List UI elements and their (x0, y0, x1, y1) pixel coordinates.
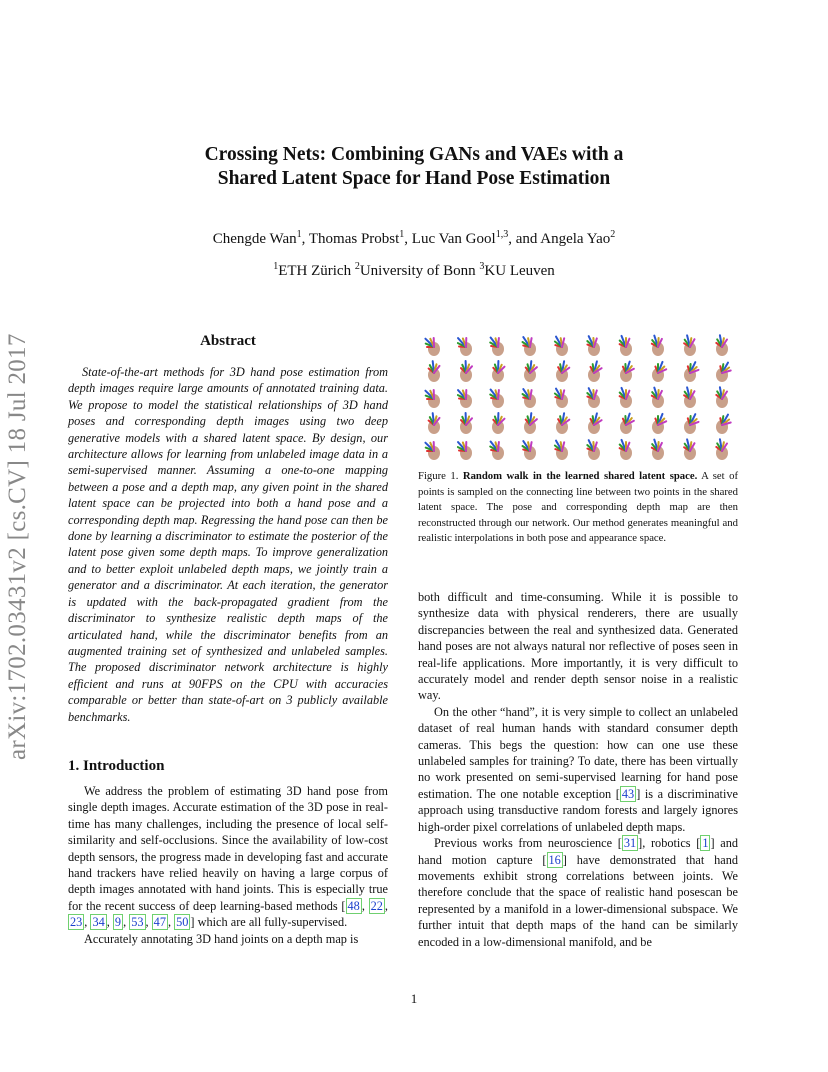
citation-link[interactable]: 9 (114, 915, 122, 930)
affil-3: KU Leuven (484, 263, 555, 279)
hand-pose-sample (492, 361, 505, 382)
citation-link[interactable]: 16 (548, 852, 561, 867)
title-line-2: Shared Latent Space for Hand Pose Estimation (217, 168, 611, 189)
hand-pose-sample (716, 387, 728, 408)
citation-link[interactable]: 50 (176, 915, 189, 930)
right-paragraph-3: Previous works from neuroscience [ 31 ], robotics [ 1 ] and hand motion capture [ 16 ] have demonstrated that hand movements exhibit strong correlations between joints. We therefore conclude that the space of realistic hand posescan be represented by a manifold in a lower-dimensional subspace. We further intuit that depth maps of the hand can be similarly encoded in a low-dimensional manifold, and be (418, 836, 738, 949)
intro-p1-text: We address the problem of estimating 3D hand pose from single depth images. Accurate estimation of the 3D pose in real-time has many challenges, including the presence of local self-similarity and self-occlusions. Since the availability of low-cost depth sensors, the progress made in developing fast and accurate hand trackers have relied heavily on having a large corpus of depth images annotated with hand joints. This is especially true for the recent success of deep learning-based methods (68, 784, 388, 913)
hand-pose-sample (523, 337, 537, 356)
hand-pose-sample (716, 335, 728, 356)
hand-pose-sample (458, 338, 472, 356)
hand-pose-sample (620, 440, 632, 460)
right-paragraph-2: On the other “hand”, it is very simple to collect an unlabeled dataset of real human hands with standard consumer depth cameras. This begs the question: how can one use these unlabeled samples for training? To date, there has been virtually no work presented on semi-supervised learning for hand pose estimation. The one notable exception [ 43 ] is a discriminative approach using transductive random forests and largely ignores high-order pixel correlations of unlabeled depth maps. (418, 704, 738, 834)
hand-pose-sample (620, 414, 634, 434)
hand-pose-sample (652, 336, 664, 356)
intro-paragraph-2: Accurately annotating 3D hand joints on a depth map is (84, 931, 359, 946)
hand-pose-sample (652, 362, 666, 382)
caption-label: Figure 1. (418, 470, 463, 482)
hand-pose-sample (425, 390, 440, 408)
author-1: Chengde Wan (212, 231, 297, 247)
hand-pose-sample (684, 414, 699, 434)
hand-pose-sample (428, 413, 440, 434)
hand-pose-sample (716, 439, 728, 460)
affil-1: ETH Zürich (278, 263, 355, 279)
hand-pose-sample (620, 336, 632, 356)
figure-caption (418, 469, 738, 547)
right-paragraph-1: both difficult and time-consuming. While it is possible to synthesize data with physical renderers, there are usually discrepancies between the real and synthesized data. Generated hand poses are not always natural nor reflective of poses seen in real-life applications. More importantly, it is very difficult to accurately model and render depth sensor noise in a realistic way. (418, 590, 738, 703)
citation-link[interactable]: 31 (623, 836, 637, 851)
citation-link[interactable]: 23 (70, 915, 83, 930)
hand-pose-sample (684, 439, 696, 460)
title-line-1: Crossing Nets: Combining GANs and VAEs with a (204, 144, 624, 165)
hand-pose-sample (492, 413, 505, 434)
affil-2-mark: 2 (354, 261, 360, 272)
hand-pose-sample (523, 389, 537, 408)
paper-title (0, 143, 828, 191)
hand-pose-sample (425, 442, 440, 460)
hand-pose-sample (587, 336, 600, 356)
affil-3-mark: 3 (479, 261, 485, 272)
author-4-affil: 2 (610, 229, 616, 240)
hand-pose-sample (556, 361, 569, 382)
author-2: , Thomas Probst (301, 231, 400, 247)
affil-2: University of Bonn (359, 263, 480, 279)
hand-pose-sample (555, 389, 568, 408)
citation-link[interactable]: 47 (153, 915, 166, 930)
hand-pose-sample (524, 361, 537, 382)
hand-pose-sample (684, 362, 699, 382)
hand-pose-sample (652, 414, 666, 434)
hand-pose-sample (490, 442, 504, 461)
abstract-heading: Abstract (200, 333, 256, 349)
hand-pose-sample (490, 338, 504, 357)
hand-pose-sample (716, 363, 731, 382)
figure-random-walk (418, 330, 738, 460)
hand-pose-sample (587, 440, 600, 460)
affil-1-mark: 1 (273, 261, 279, 272)
hand-pose-sample (652, 388, 664, 408)
hand-pose-sample (684, 387, 696, 408)
citation-link[interactable]: 34 (92, 915, 105, 930)
right-p3-text-d: have demonstrated that hand movements exhibit strong correlations between joints. We therefore conclude that the space of realistic hand posescan be represented by a manifold in a lower-dimensional subspace. We further intuit that depth maps of the hand can be similarly encoded in a low-dimensional manifold, and be (418, 852, 738, 949)
hand-pose-sample (556, 413, 569, 434)
citation-link[interactable]: 22 (370, 898, 383, 913)
caption-bold: Random walk in the learned shared latent space. (462, 470, 698, 482)
hand-pose-sample (587, 388, 600, 408)
hand-pose-sample (555, 441, 568, 460)
author-4: , and Angela Yao (508, 231, 611, 247)
hand-pose-sample (458, 442, 472, 460)
right-column-text (418, 589, 738, 950)
author-3-affil: 1,3 (495, 229, 509, 240)
page-number: 1 (410, 991, 418, 1006)
hand-pose-sample (460, 413, 472, 434)
hand-pose-sample (428, 361, 440, 382)
hand-pose-sample (555, 337, 568, 356)
author-2-affil: 1 (399, 229, 405, 240)
hand-pose-sample (684, 335, 696, 356)
right-p3-text-c: and hand motion capture (418, 836, 738, 867)
section-heading-introduction: 1. Introduction (68, 758, 165, 774)
hand-pose-sample (425, 338, 440, 356)
arxiv-stamp: arXiv:1702.03431v2 [cs.CV] 18 Jul 2017 (4, 333, 31, 760)
hand-pose-sample (523, 441, 537, 460)
citation-link[interactable]: 53 (131, 915, 144, 930)
right-p2-end: is a discriminative approach using transductive random forests and largely ignores high-order pixel correlations of unlabeled depth maps. (418, 786, 738, 834)
citation-group: [ 48 , 22 , 23 , 34 , 9 , 53 , 47 , 50 ] (70, 898, 388, 930)
hand-pose-sample (490, 390, 504, 409)
right-p2-text: On the other “hand”, it is very simple to collect an unlabeled dataset of real human hands with standard consumer depth cameras. This begs the question: how can one use these unlabeled samples for training? To date, there has been virtually no work presented on semi-supervised learning for hand pose estimation. The one notable exception (418, 704, 738, 801)
caption-text: A set of points is sampled on the connecting line between two points in the shared latent space. The pose and corresponding depth map are then reconstructed through our network. Our method generates meaningful and realistic interpolations in both pose and appearance space. (418, 470, 739, 545)
citation-link[interactable]: 43 (621, 786, 635, 801)
right-p3-text-b: , robotics (642, 836, 697, 851)
affiliations (0, 263, 828, 280)
citation-link[interactable]: 48 (347, 898, 360, 913)
author-1-affil: 1 (296, 229, 302, 240)
intro-p1-end: which are all fully-supervised. (194, 915, 348, 930)
hand-pose-sample (524, 413, 537, 434)
author-3: , Luc Van Gool (404, 231, 496, 247)
hand-pose-sample (620, 388, 632, 408)
hand-pose-sample (588, 413, 602, 434)
citation-link[interactable]: 1 (702, 836, 709, 851)
hand-pose-sample (588, 361, 602, 382)
hand-pose-sample (460, 361, 472, 382)
introduction-left-column (68, 783, 388, 947)
intro-paragraph-1 (68, 783, 388, 931)
author-list (0, 231, 828, 248)
abstract-text: State-of-the-art methods for 3D hand pose estimation from depth images require large amounts of annotated training data. We propose to model the statistical relationships of 3D hand poses and corresponding depth images using two deep generative models with a shared latent space. By design, our architecture allows for learning from unlabeled image data in a semi-supervised manner. Assuming a one-to-one mapping between a pose and a depth map, any given point in the shared latent space can be projected into both a hand pose and a corresponding depth map. Regressing the hand pose can then be done by learning a discriminator to estimate the posterior of the latent pose given some depth maps. To improve generalization and to better exploit unlabeled depth maps, we jointly train a generator and a discriminator. At each iteration, the generator is updated with the back-propagated gradient from the discriminator to synthesize realistic depth maps of the articulated hand, while the discriminator benefits from an augmented training set of synthesized and unlabeled samples. The proposed discriminator network architecture is highly efficient and runs at 90FPS on the CPU with accuracies comparable or better than state-of-art on 3 publicly available benchmarks. (68, 365, 388, 724)
hand-pose-sample (652, 440, 664, 460)
hand-pose-sample (620, 362, 634, 382)
hand-pose-sample (716, 415, 731, 434)
right-p3-text-a: Previous works from neuroscience (434, 836, 618, 851)
hand-pose-sample (458, 390, 472, 408)
